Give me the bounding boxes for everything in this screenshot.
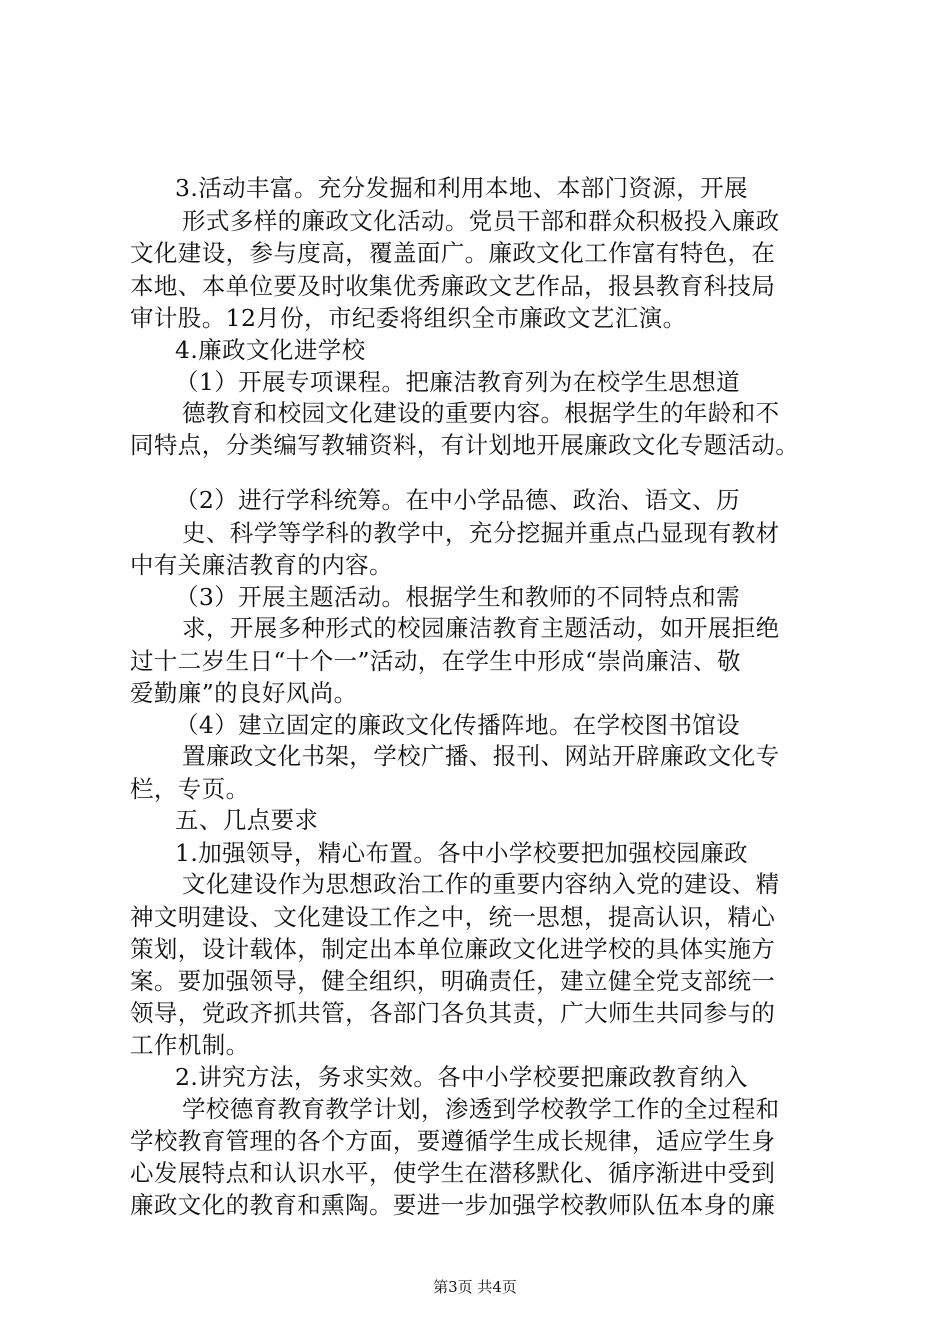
text-line: 德教育和校园文化建设的重要内容。根据学生的年龄和不	[182, 399, 780, 427]
text-line: 领导，党政齐抓共管，各部门各负其责，广大师生共同参与的	[130, 999, 776, 1027]
text-line: 爱勤廉”的良好风尚。	[130, 679, 358, 707]
text-line: 形式多样的廉政文化活动。党员干部和群众积极投入廉政	[182, 207, 780, 235]
text-line: （3）开展主题活动。根据学生和教师的不同特点和需	[175, 583, 741, 611]
text-line: 置廉政文化书架，学校广播、报刊、网站开辟廉政文化专	[182, 742, 780, 770]
text-line: 学校德育教育教学计划，渗透到学校教学工作的全过程和	[182, 1095, 780, 1123]
text-line: 心发展特点和认识水平，使学生在潜移默化、循序渐进中受到	[130, 1159, 776, 1187]
text-line: （2）进行学科统筹。在中小学品德、政治、语文、历	[175, 486, 741, 514]
text-line: 文化建设作为思想政治工作的重要内容纳入党的建设、精	[182, 870, 780, 898]
text-line: 工作机制。	[130, 1031, 250, 1059]
page-footer	[0, 1277, 950, 1297]
text-line: 策划，设计载体，制定出本单位廉政文化进学校的具体实施方	[130, 935, 776, 963]
text-line: 求，开展多种形式的校园廉洁教育主题活动，如开展拒绝	[182, 614, 780, 642]
page-number: 第3页 共4页	[433, 1278, 517, 1296]
text-line: 过十二岁生日“十个一”活动，在学生中形成“崇尚廉洁、敬	[130, 647, 741, 675]
text-line: 案。要加强领导，健全组织，明确责任，建立健全党支部统一	[130, 967, 776, 995]
text-line: 3.活动丰富。充分发掘和利用本地、本部门资源，开展	[175, 174, 748, 202]
text-line: 栏，专页。	[130, 775, 250, 803]
text-line: 2.讲究方法，务求实效。各中小学校要把廉政教育纳入	[175, 1063, 748, 1091]
text-line: 史、科学等学科的教学中，充分挖掘并重点凸显现有教材	[182, 519, 780, 547]
text-line: 4.廉政文化进学校	[175, 336, 366, 364]
text-line: 学校教育管理的各个方面，要遵循学生成长规律，适应学生身	[130, 1127, 776, 1155]
text-line: 审计股。12月份，市纪委将组织全市廉政文艺汇演。	[130, 304, 687, 332]
text-line: （4）建立固定的廉政文化传播阵地。在学校图书馆设	[175, 711, 741, 739]
section-heading: 五、几点要求	[175, 806, 319, 834]
text-line: 廉政文化的教育和熏陶。要进一步加强学校教师队伍本身的廉	[130, 1191, 776, 1219]
text-line: 文化建设，参与度高，覆盖面广。廉政文化工作富有特色，在	[130, 239, 776, 267]
text-line: （1）开展专项课程。把廉洁教育列为在校学生思想道	[175, 368, 741, 396]
text-line: 同特点，分类编写教辅资料，有计划地开展廉政文化专题活动。	[130, 431, 800, 459]
text-line: 本地、本单位要及时收集优秀廉政文艺作品，报县教育科技局	[130, 272, 776, 300]
text-line: 中有关廉洁教育的内容。	[130, 551, 393, 579]
text-line: 神文明建设、文化建设工作之中，统一思想，提高认识，精心	[130, 903, 776, 931]
text-line: 1.加强领导，精心布置。各中小学校要把加强校园廉政	[175, 839, 748, 867]
